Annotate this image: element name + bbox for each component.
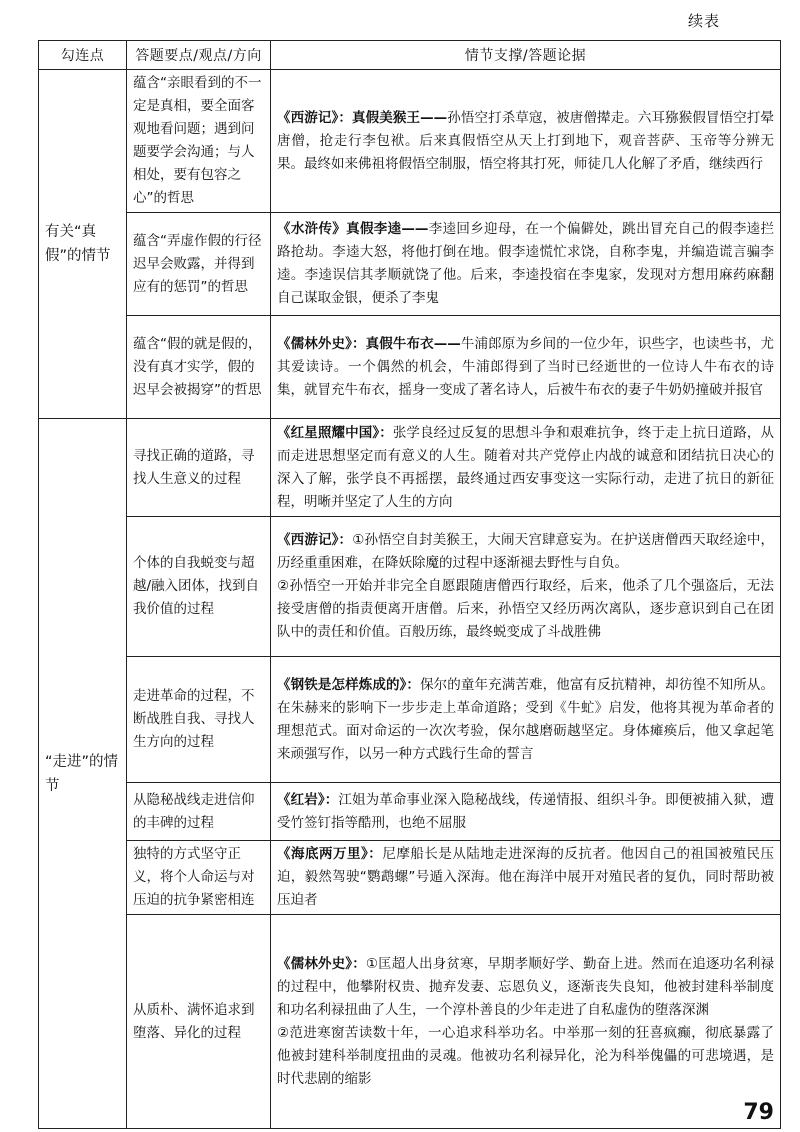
table-row [39, 915, 781, 1129]
book-title: 《红岩》： [277, 791, 339, 808]
page-number: 79 [743, 1100, 774, 1125]
answer-point-cell: 从隐秘战线走进信仰的丰碑的过程 [127, 783, 271, 841]
evidence-cell [271, 419, 781, 517]
evidence-paragraph [277, 422, 774, 514]
evidence-paragraph [277, 1022, 774, 1091]
evidence-text: 孙悟空打杀草寇，被唐僧撵走。六耳猕猴假冒悟空打晕唐僧，抢走行李包袱。后来真假悟空从天上打到地下，观音菩萨、玉帝等分辨无果。最终如来佛祖将假悟空制服，悟空将其打死，师徒几人化解了矛盾，继续西行 [277, 109, 775, 172]
answer-point-cell: 独特的方式坚守正义，将个人命运与对压迫的抗争紧密相连 [127, 841, 271, 915]
evidence-paragraph [277, 575, 774, 644]
evidence-paragraph [277, 843, 774, 912]
evidence-text: 张学良经过反复的思想斗争和艰难抗争，终于走上抗日道路，从而走进思想坚定而有意义的人生。随着对共产党停止内战的诚意和团结抗日决心的深入了解，张学良不再摇摆，最终通过西安事变这一实际行动，走进了抗日的新征程，明晰并坚定了人生的方向 [277, 424, 774, 510]
column-header: 勾连点 [39, 41, 127, 70]
column-header: 情节支撑/答题论据 [271, 41, 781, 70]
book-title: 《儒林外史》： [277, 955, 366, 972]
table-row [39, 213, 781, 316]
evidence-cell [271, 841, 781, 915]
evidence-text: 江姐为革命事业深入隐秘战线，传递情报、组织斗争。即便被捕入狱，遭受竹签钉指等酷刑，也绝不屈服 [277, 791, 775, 831]
table-header-row [39, 41, 781, 70]
table-row [39, 841, 781, 915]
column-header: 答题要点/观点/方向 [127, 41, 271, 70]
evidence-text: ②孙悟空一开始并非完全自愿跟随唐僧西行取经，后来，他杀了几个强盗后，无法接受唐僧的指责便离开唐僧。后来，孙悟空又经历两次离队，逐步意识到自己在团队中的责任和价值。百般历练，最终蜕变成了斗战胜佛 [277, 578, 774, 640]
evidence-text: ①匡超人出身贫寒，早期孝顺好学、勤奋上进。然而在追逐功名利禄的过程中，他攀附权贵、抛弃发妻、忘恩负义，逐渐丧失良知，他被封建科举制度和功名利禄扭曲了人生，一个淳朴善良的少年走进了自私虚伪的堕落深渊 [277, 955, 775, 1018]
answer-point-cell: 蕴含“亲眼看到的不一定是真相，要全面客观地看问题；遇到问题要学会沟通；与人相处，要有包容之心”的哲思 [127, 70, 271, 213]
book-title: 《红星照耀中国》： [277, 424, 393, 441]
evidence-cell [271, 70, 781, 213]
book-title: 《西游记》： [277, 532, 353, 548]
evidence-cell [271, 783, 781, 841]
table-row [39, 517, 781, 657]
table-row [39, 70, 781, 213]
evidence-cell [271, 517, 781, 657]
answer-point-cell: 蕴含“弄虚作假的行径迟早会败露，并得到应有的惩罚”的哲思 [127, 213, 271, 316]
book-title: 《西游记》：真假美猴王—— [277, 109, 448, 126]
book-title: 《海底两万里》： [277, 846, 383, 862]
evidence-paragraph [277, 789, 774, 835]
book-title: 《儒林外史》：真假牛布衣—— [277, 335, 461, 352]
book-title: 《钢铁是怎样炼成的》： [277, 676, 421, 693]
table-row [39, 419, 781, 517]
evidence-text: 保尔的童年充满苦难，他富有反抗精神，却彷徨不知所从。在朱赫来的影响下一步步走上革命道路；受到《牛虻》启发，他将其视为革命者的理想范式。面对命运的一次次考验，保尔越磨砺越坚定。身体瘫痪后，他又拿起笔来顽强写作，以另一种方式践行生命的誓言 [277, 676, 775, 762]
evidence-paragraph [277, 107, 774, 176]
evidence-cell [271, 657, 781, 783]
table-row [39, 316, 781, 419]
evidence-cell [271, 213, 781, 316]
evidence-cell [271, 915, 781, 1129]
evidence-text: 牛浦郎原为乡间的一位少年，识些字，也读些书，尤其爱读诗。一个偶然的机会，牛浦郎得到了当时已经逝世的一位诗人牛布衣的诗集，就冒充牛布衣，摇身一变成了著名诗人，后被牛布衣的妻子牛奶奶撞破并报官 [277, 335, 775, 398]
evidence-paragraph [277, 674, 774, 766]
link-point-cell: “走进”的情节 [39, 419, 127, 1129]
evidence-cell [271, 316, 781, 419]
continued-label: 续表 [688, 12, 721, 30]
book-title: 《水浒传》真假李逵—— [277, 221, 429, 237]
evidence-paragraph [277, 953, 774, 1022]
answer-point-cell: 走进革命的过程，不断战胜自我、寻找人生方向的过程 [127, 657, 271, 783]
answer-point-cell: 蕴含“假的就是假的，没有真才实学，假的迟早会被揭穿”的哲思 [127, 316, 271, 419]
table-row [39, 783, 781, 841]
answer-table [38, 40, 781, 1129]
evidence-text: 李逵回乡迎母，在一个偏僻处，跳出冒充自己的假李逵拦路抢劫。李逵大怒，将他打倒在地。假李逵慌忙求饶，自称李鬼，并编造谎言骗李逵。李逵误信其孝顺就饶了他。后来，李逵投宿在李鬼家，发现对方想用麻药麻翻自己谋取金银，便杀了李鬼 [277, 221, 775, 306]
evidence-paragraph [277, 218, 774, 310]
evidence-text: ②范进寒窗苦读数十年，一心追求科举功名。中举那一刻的狂喜疯癫，彻底暴露了他被封建科举制度扭曲的灵魂。他被功名利禄异化，沦为科举傀儡的可悲境遇，是时代悲剧的缩影 [277, 1024, 774, 1087]
answer-point-cell: 从质朴、满怀追求到堕落、异化的过程 [127, 915, 271, 1129]
evidence-paragraph [277, 529, 774, 575]
link-point-cell: 有关“真假”的情节 [39, 70, 127, 419]
evidence-paragraph [277, 333, 774, 402]
table-row [39, 657, 781, 783]
answer-point-cell: 寻找正确的道路，寻找人生意义的过程 [127, 419, 271, 517]
evidence-text: 尼摩船长是从陆地走进深海的反抗者。他因自己的祖国被殖民压迫，毅然驾驶“鹦鹉螺”号遁入深海。他在海洋中展开对殖民者的复仇，同时帮助被压迫者 [277, 846, 775, 908]
answer-point-cell: 个体的自我蜕变与超越/融入团体，找到自我价值的过程 [127, 517, 271, 657]
evidence-text: ①孙悟空自封美猴王，大闹天宫肆意妄为。在护送唐僧西天取经途中，历经重重困难，在降妖除魔的过程中逐渐褪去野性与自负。 [277, 532, 775, 571]
